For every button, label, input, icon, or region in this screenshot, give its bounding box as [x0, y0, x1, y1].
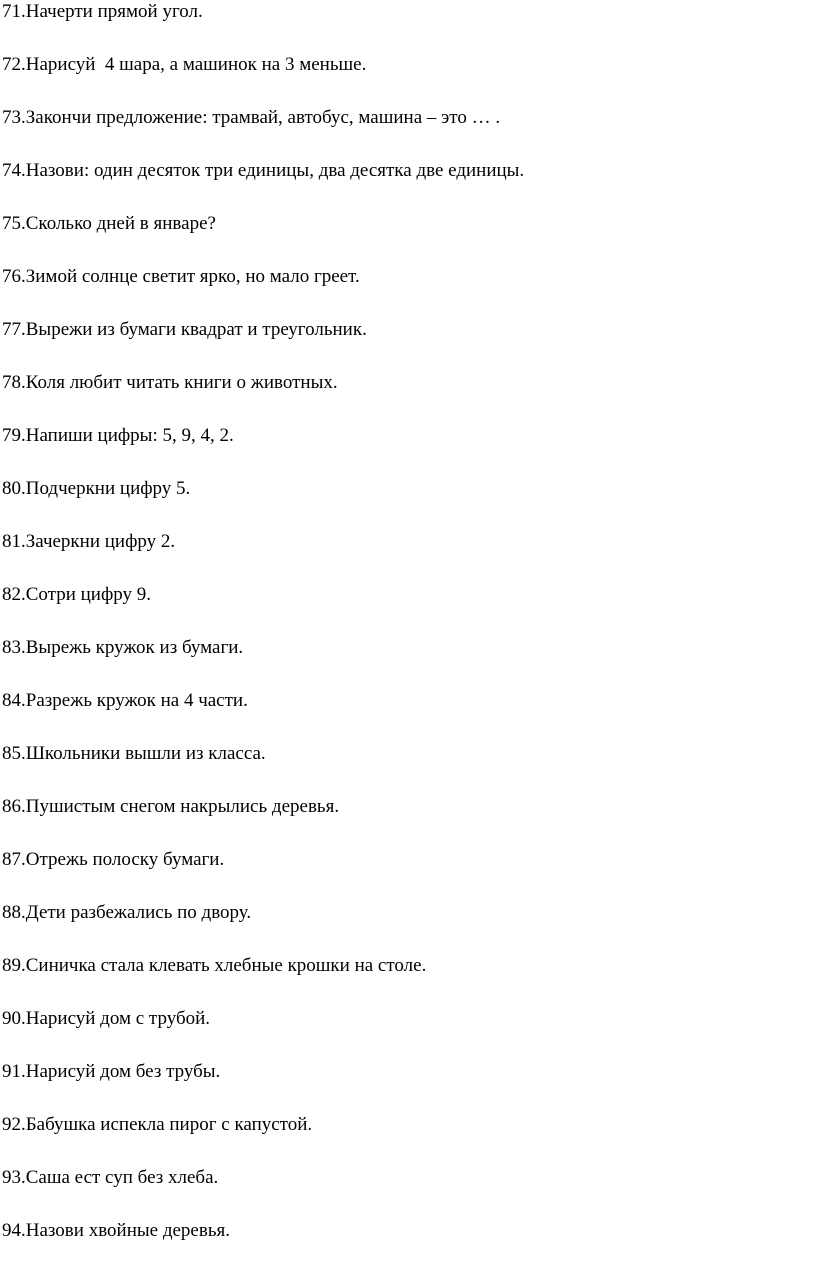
list-item: 80.Подчеркни цифру 5. [2, 478, 191, 499]
list-item: 88.Дети разбежались по двору. [2, 902, 252, 923]
list-item: 78.Коля любит читать книги о животных. [2, 372, 338, 393]
list-item: 91.Нарисуй дом без трубы. [2, 1061, 221, 1082]
task-list [2, 0, 802, 1270]
list-item: 77.Вырежи из бумаги квадрат и треугольник. [2, 319, 367, 340]
list-item: 75.Сколько дней в январе? [2, 213, 216, 234]
list-item: 71.Начерти прямой угол. [2, 1, 203, 22]
list-item: 83.Вырежь кружок из бумаги. [2, 637, 244, 658]
list-item: 72.Нарисуй 4 шара, а машинок на 3 меньше. [2, 54, 367, 75]
list-item: 90.Нарисуй дом с трубой. [2, 1008, 211, 1029]
list-item: 89.Синичка стала клевать хлебные крошки на столе. [2, 955, 427, 976]
list-item: 81.Зачеркни цифру 2. [2, 531, 176, 552]
list-item: 93.Саша ест суп без хлеба. [2, 1167, 219, 1188]
list-item: 87.Отрежь полоску бумаги. [2, 849, 225, 870]
list-item: 73.Закончи предложение: трамвай, автобус, машина – это … . [2, 107, 501, 128]
list-item: 94.Назови хвойные деревья. [2, 1220, 230, 1241]
list-item: 85.Школьники вышли из класса. [2, 743, 266, 764]
list-item: 79.Напиши цифры: 5, 9, 4, 2. [2, 425, 234, 446]
list-item: 86.Пушистым снегом накрылись деревья. [2, 796, 340, 817]
list-item: 92.Бабушка испекла пирог с капустой. [2, 1114, 313, 1135]
list-item: 84.Разрежь кружок на 4 части. [2, 690, 248, 711]
list-item: 82.Сотри цифру 9. [2, 584, 152, 605]
list-item: 76.Зимой солнце светит ярко, но мало греет. [2, 266, 360, 287]
list-item: 74.Назови: один десяток три единицы, два десятка две единицы. [2, 160, 525, 181]
